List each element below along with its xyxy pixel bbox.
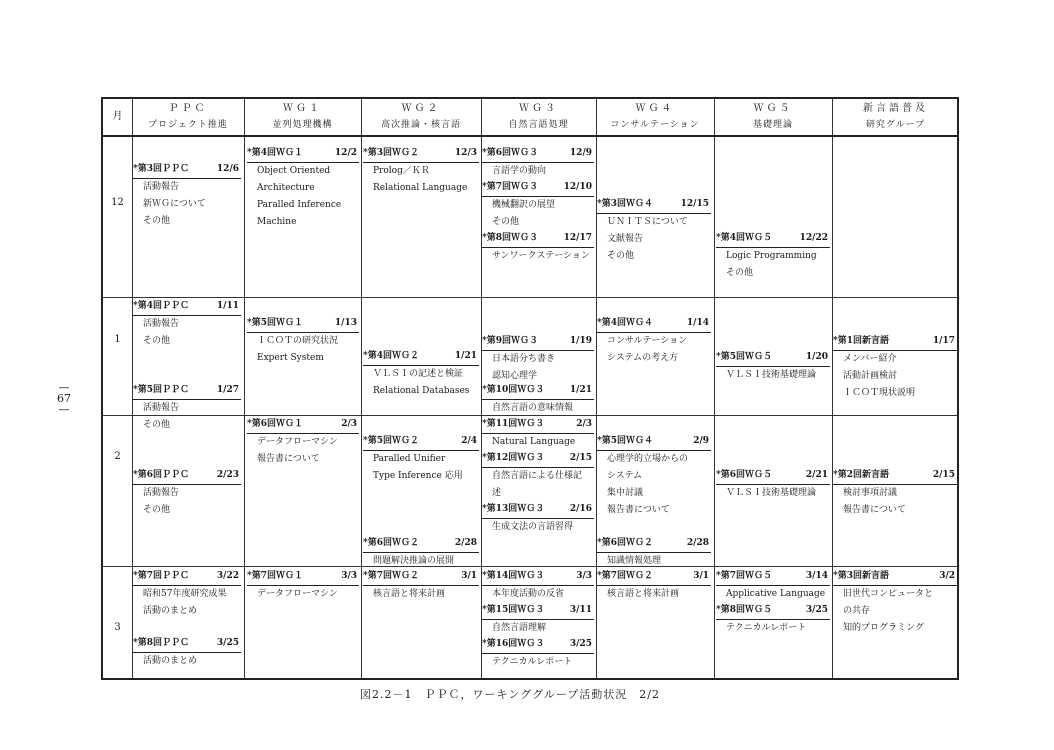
meeting-entry [482,145,594,180]
header-newlang: 新言語普及 研究グループ [863,103,928,130]
meeting-name: *第3回ＰＰＣ [133,164,189,174]
meeting-entry [133,568,241,620]
meeting-entry [482,416,594,451]
meeting-date: 2/16 [569,504,592,514]
meeting-name: *第4回ＷＧ１ [247,148,303,158]
meeting-name: *第10回ＷＧ３ [482,385,545,395]
meeting-date: 3/25 [805,605,828,615]
meeting-date: 3/1 [461,571,477,581]
agenda-item: Applicative Language [726,589,826,599]
meeting-title [716,467,830,485]
meeting-entry [482,382,594,417]
agenda-item: システム [607,471,643,481]
agenda-item: ＶＬＳＩ技術基礎理論 [726,370,817,380]
agenda-item: その他 [492,217,520,227]
agenda-item: 活動報告 [143,403,180,413]
meeting-title [133,467,241,485]
agenda-item: データフローマシン [257,589,338,599]
agenda-item: 旧世代コンピュータと [843,589,934,599]
agenda-item: コンサルテーション [607,336,688,346]
meeting-name: *第7回ＷＧ１ [247,571,303,581]
meeting-name: *第3回ＷＧ２ [363,148,419,158]
meeting-date: 1/27 [216,385,239,395]
meeting-date: 1/21 [454,351,477,361]
meeting-name: *第4回ＷＧ２ [363,351,419,361]
meeting-date: 2/3 [576,419,592,429]
meeting-date: 1/20 [805,352,828,362]
meeting-name: *第6回ＷＧ２ [597,538,653,548]
meeting-entry [482,636,594,671]
meeting-name: *第9回ＷＧ３ [482,336,538,346]
meeting-title [597,196,711,214]
meeting-title [482,333,594,351]
header-wg4: ＷＧ４ コンサルテーション [610,103,700,130]
meeting-entry [597,315,711,367]
agenda-item: ＶＬＳＩ技術基礎理論 [726,488,817,498]
meeting-name: *第5回ＷＧ１ [247,318,303,328]
meeting-name: *第12回ＷＧ３ [482,453,545,463]
meeting-entry [482,602,594,637]
meeting-title [363,433,479,451]
meeting-date: 12/15 [680,199,709,209]
agenda-item: その他 [726,268,754,278]
agenda-item: の共存 [843,606,871,616]
meeting-title [482,179,594,197]
agenda-item: Architecture [257,183,315,193]
meeting-date: 12/9 [569,148,592,158]
agenda-item: Natural Language [492,437,576,447]
agenda-item: 活動報告 [143,182,180,192]
meeting-title [482,450,594,468]
agenda-item: メンバー紹介 [843,354,897,364]
agenda-item: サンワークステーション [492,251,590,261]
month-label: 3 [114,622,121,633]
agenda-item: 核言語と将来計画 [373,589,446,599]
meeting-title [833,568,957,586]
meeting-name: *第3回新言語 [833,571,889,581]
agenda-item: 報告書について [843,505,906,515]
meeting-name: *第2回新言語 [833,470,889,480]
meeting-date: 2/28 [454,538,477,548]
meeting-name: *第7回ＷＧ２ [597,571,653,581]
meeting-entry [482,333,594,385]
meeting-name: *第6回ＷＧ１ [247,419,303,429]
meeting-entry [363,145,479,197]
meeting-date: 3/1 [693,571,709,581]
meeting-title [716,568,830,586]
meeting-date: 2/15 [569,453,592,463]
month-label: 1 [114,334,121,345]
meeting-name: *第6回ＷＧ２ [363,538,419,548]
page-number: — 67 — [57,381,71,416]
meeting-name: *第4回ＰＰＣ [133,301,189,311]
agenda-item: 集中討議 [607,488,644,498]
agenda-item: Type Inference 応用 [373,471,463,481]
agenda-item: Paralled Unifier [373,454,446,464]
meeting-name: *第16回ＷＧ３ [482,639,545,649]
meeting-entry [833,333,957,402]
meeting-date: 2/4 [461,436,477,446]
agenda-item: 本年度活動の反省 [492,589,565,599]
agenda-item: Logic Programming [726,251,817,261]
meeting-date: 12/22 [799,233,828,243]
agenda-item: その他 [143,216,171,226]
meeting-date: 3/2 [939,571,955,581]
meeting-title [133,382,241,400]
meeting-title [597,568,711,586]
agenda-item: 報告書について [257,454,320,464]
meeting-title [597,315,711,333]
agenda-item: Prolog／ＫＲ [373,166,430,176]
meeting-entry [247,416,359,468]
meeting-title [716,602,830,620]
agenda-item: 日本語分ち書き [492,354,556,364]
meeting-date: 1/19 [569,336,592,346]
agenda-item: Relational Language [373,183,468,193]
meeting-name: *第7回ＷＧ３ [482,182,538,192]
meeting-title [247,416,359,434]
activity-schedule-table [101,97,959,680]
agenda-item: 活動計画検討 [843,371,898,381]
agenda-item: Relational Databases [373,386,470,396]
meeting-entry [363,535,479,570]
meeting-title [833,333,957,351]
meeting-name: *第5回ＷＧ４ [597,436,653,446]
meeting-name: *第5回ＰＰＣ [133,385,189,395]
agenda-item: 核言語と将来計画 [607,589,680,599]
meeting-entry [133,467,241,519]
meeting-entry [133,161,241,230]
agenda-item: ＶＬＳＩの記述と検証 [373,369,464,379]
meeting-entry [482,568,594,603]
meeting-entry [597,196,711,265]
agenda-item: 知的プログラミング [843,623,924,633]
month-label: 12 [111,197,124,208]
agenda-item: 心理学的立場からの [607,454,689,464]
meeting-date: 3/3 [341,571,357,581]
header-month: 月 [112,111,123,122]
agenda-item: その他 [143,336,171,346]
meeting-date: 12/3 [454,148,477,158]
meeting-date: 1/11 [216,301,239,311]
meeting-name: *第1回新言語 [833,336,889,346]
agenda-item: Machine [257,217,297,227]
agenda-item: 活動のまとめ [143,606,198,616]
meeting-title [133,568,241,586]
meeting-entry [716,230,830,282]
meeting-date: 12/2 [334,148,357,158]
meeting-title [247,315,359,333]
agenda-item: 自然言語の意味情報 [492,403,574,413]
meeting-entry [597,568,711,603]
month-label: 2 [114,451,121,462]
meeting-entry [833,568,957,637]
meeting-date: 3/22 [216,571,239,581]
meeting-entry [716,467,830,502]
meeting-title [833,467,957,485]
meeting-date: 2/3 [341,419,357,429]
agenda-item: その他 [143,505,171,515]
meeting-date: 1/14 [686,318,709,328]
meeting-title [482,416,594,434]
meeting-title [363,535,479,553]
meeting-title [482,230,594,248]
meeting-date: 12/17 [563,233,592,243]
meeting-entry [363,568,479,603]
meeting-title [363,145,479,163]
meeting-entry [716,349,830,384]
agenda-item: 活動報告 [143,319,180,329]
agenda-item: 検討事項討議 [843,488,898,498]
meeting-title [597,433,711,451]
meeting-entry [597,535,711,570]
figure-caption: 図2.2－1 ＰＰＣ，ワーキンググループ活動状況 2/2 [360,688,660,701]
meeting-title [133,298,241,316]
agenda-item: 自然言語理解 [492,623,547,633]
agenda-item: Object Oriented [257,166,331,176]
agenda-item: 活動報告 [143,488,180,498]
header-wg2: ＷＧ２ 高次推論・核言語 [380,103,461,130]
meeting-entry [363,348,479,400]
meeting-date: 12/6 [216,164,239,174]
meeting-title [247,568,359,586]
meeting-entry [597,433,711,519]
meeting-name: *第4回ＷＧ４ [597,318,653,328]
meeting-title [482,568,594,586]
agenda-item: テクニカルレポート [726,623,807,633]
meeting-title [482,382,594,400]
meeting-entry [716,568,830,603]
meeting-name: *第3回ＷＧ４ [597,199,653,209]
meeting-name: *第5回ＷＧ５ [716,352,772,362]
meeting-entry [716,602,830,637]
meeting-name: *第6回ＷＧ５ [716,470,772,480]
meeting-title [716,349,830,367]
meeting-date: 3/3 [576,571,592,581]
meeting-date: 1/17 [932,336,955,346]
agenda-item: 機械翻訳の展望 [492,200,556,210]
meeting-name: *第8回ＷＧ５ [716,605,772,615]
agenda-item: 報告書について [607,505,670,515]
meeting-entry [833,467,957,519]
meeting-date: 3/14 [805,571,828,581]
meeting-name: *第7回ＰＰＣ [133,571,189,581]
meeting-title [482,602,594,620]
agenda-item: 問題解決推論の展開 [373,556,455,566]
meeting-title [716,230,830,248]
meeting-title [482,145,594,163]
meeting-name: *第15回ＷＧ３ [482,605,545,615]
agenda-item: ＵＮＩＴＳについて [607,217,688,227]
meeting-entry [482,179,594,231]
meeting-entry [247,568,359,603]
meeting-title [247,145,359,163]
meeting-title [133,161,241,179]
agenda-item: その他 [143,420,171,430]
meeting-date: 2/9 [693,436,709,446]
meeting-entry [133,298,241,350]
meeting-entry [363,433,479,485]
agenda-item: Expert System [257,353,324,363]
meeting-entry [482,501,594,536]
meeting-title [363,568,479,586]
agenda-item: ＩＣＯＴの研究状況 [257,336,339,346]
meeting-entry [482,450,594,502]
agenda-item: その他 [607,251,635,261]
meeting-entry [247,315,359,367]
meeting-title [597,535,711,553]
meeting-title [482,501,594,519]
agenda-item: 新ＷＧについて [143,199,206,209]
meeting-date: 3/11 [569,605,592,615]
agenda-item: 知識情報処理 [607,556,662,566]
meeting-date: 3/25 [216,638,239,648]
header-wg5: ＷＧ５ 基礎理論 [752,103,793,130]
agenda-item: 活動のまとめ [143,656,198,666]
meeting-date: 3/25 [569,639,592,649]
meeting-date: 2/28 [686,538,709,548]
meeting-name: *第6回ＰＰＣ [133,470,189,480]
header-ppc: ＰＰＣ プロジェクト推進 [148,103,228,130]
meeting-title [363,348,479,366]
agenda-item: 生成文法の言語習得 [492,522,574,532]
meeting-date: 2/21 [805,470,828,480]
agenda-item: ＩＣＯＴ現状説明 [843,388,916,398]
agenda-item: データフローマシン [257,437,338,447]
meeting-date: 12/10 [563,182,592,192]
meeting-name: *第7回ＷＧ５ [716,571,772,581]
agenda-item: 昭和57年度研究成果 [143,589,227,599]
meeting-date: 2/15 [932,470,955,480]
meeting-date: 1/21 [569,385,592,395]
agenda-item: テクニカルレポート [492,657,573,667]
meeting-name: *第7回ＷＧ２ [363,571,419,581]
header-wg3: ＷＧ３ 自然言語処理 [508,103,569,130]
meeting-date: 1/13 [334,318,357,328]
meeting-name: *第14回ＷＧ３ [482,571,545,581]
meeting-name: *第11回ＷＧ３ [482,419,545,429]
meeting-entry [247,145,359,231]
agenda-item: 自然言語による仕様記 [492,471,583,481]
agenda-item: Paralled Inference [257,200,342,210]
meeting-entry [133,382,241,434]
meeting-name: *第8回ＷＧ３ [482,233,538,243]
meeting-title [133,635,241,653]
meeting-name: *第4回ＷＧ５ [716,233,772,243]
meeting-entry [133,635,241,670]
meeting-entry [482,230,594,265]
agenda-item: 文献報告 [607,234,644,244]
agenda-item: 認知心理学 [492,371,538,381]
meeting-name: *第8回ＰＰＣ [133,638,189,648]
agenda-item: 言語学の動向 [492,166,547,176]
agenda-item: 述 [492,488,502,498]
meeting-name: *第5回ＷＧ２ [363,436,419,446]
header-wg1: ＷＧ１ 並列処理機構 [272,103,333,130]
agenda-item: システムの考え方 [607,353,679,363]
meeting-name: *第6回ＷＧ３ [482,148,538,158]
meeting-name: *第13回ＷＧ３ [482,504,545,514]
meeting-date: 2/23 [216,470,239,480]
meeting-title [482,636,594,654]
